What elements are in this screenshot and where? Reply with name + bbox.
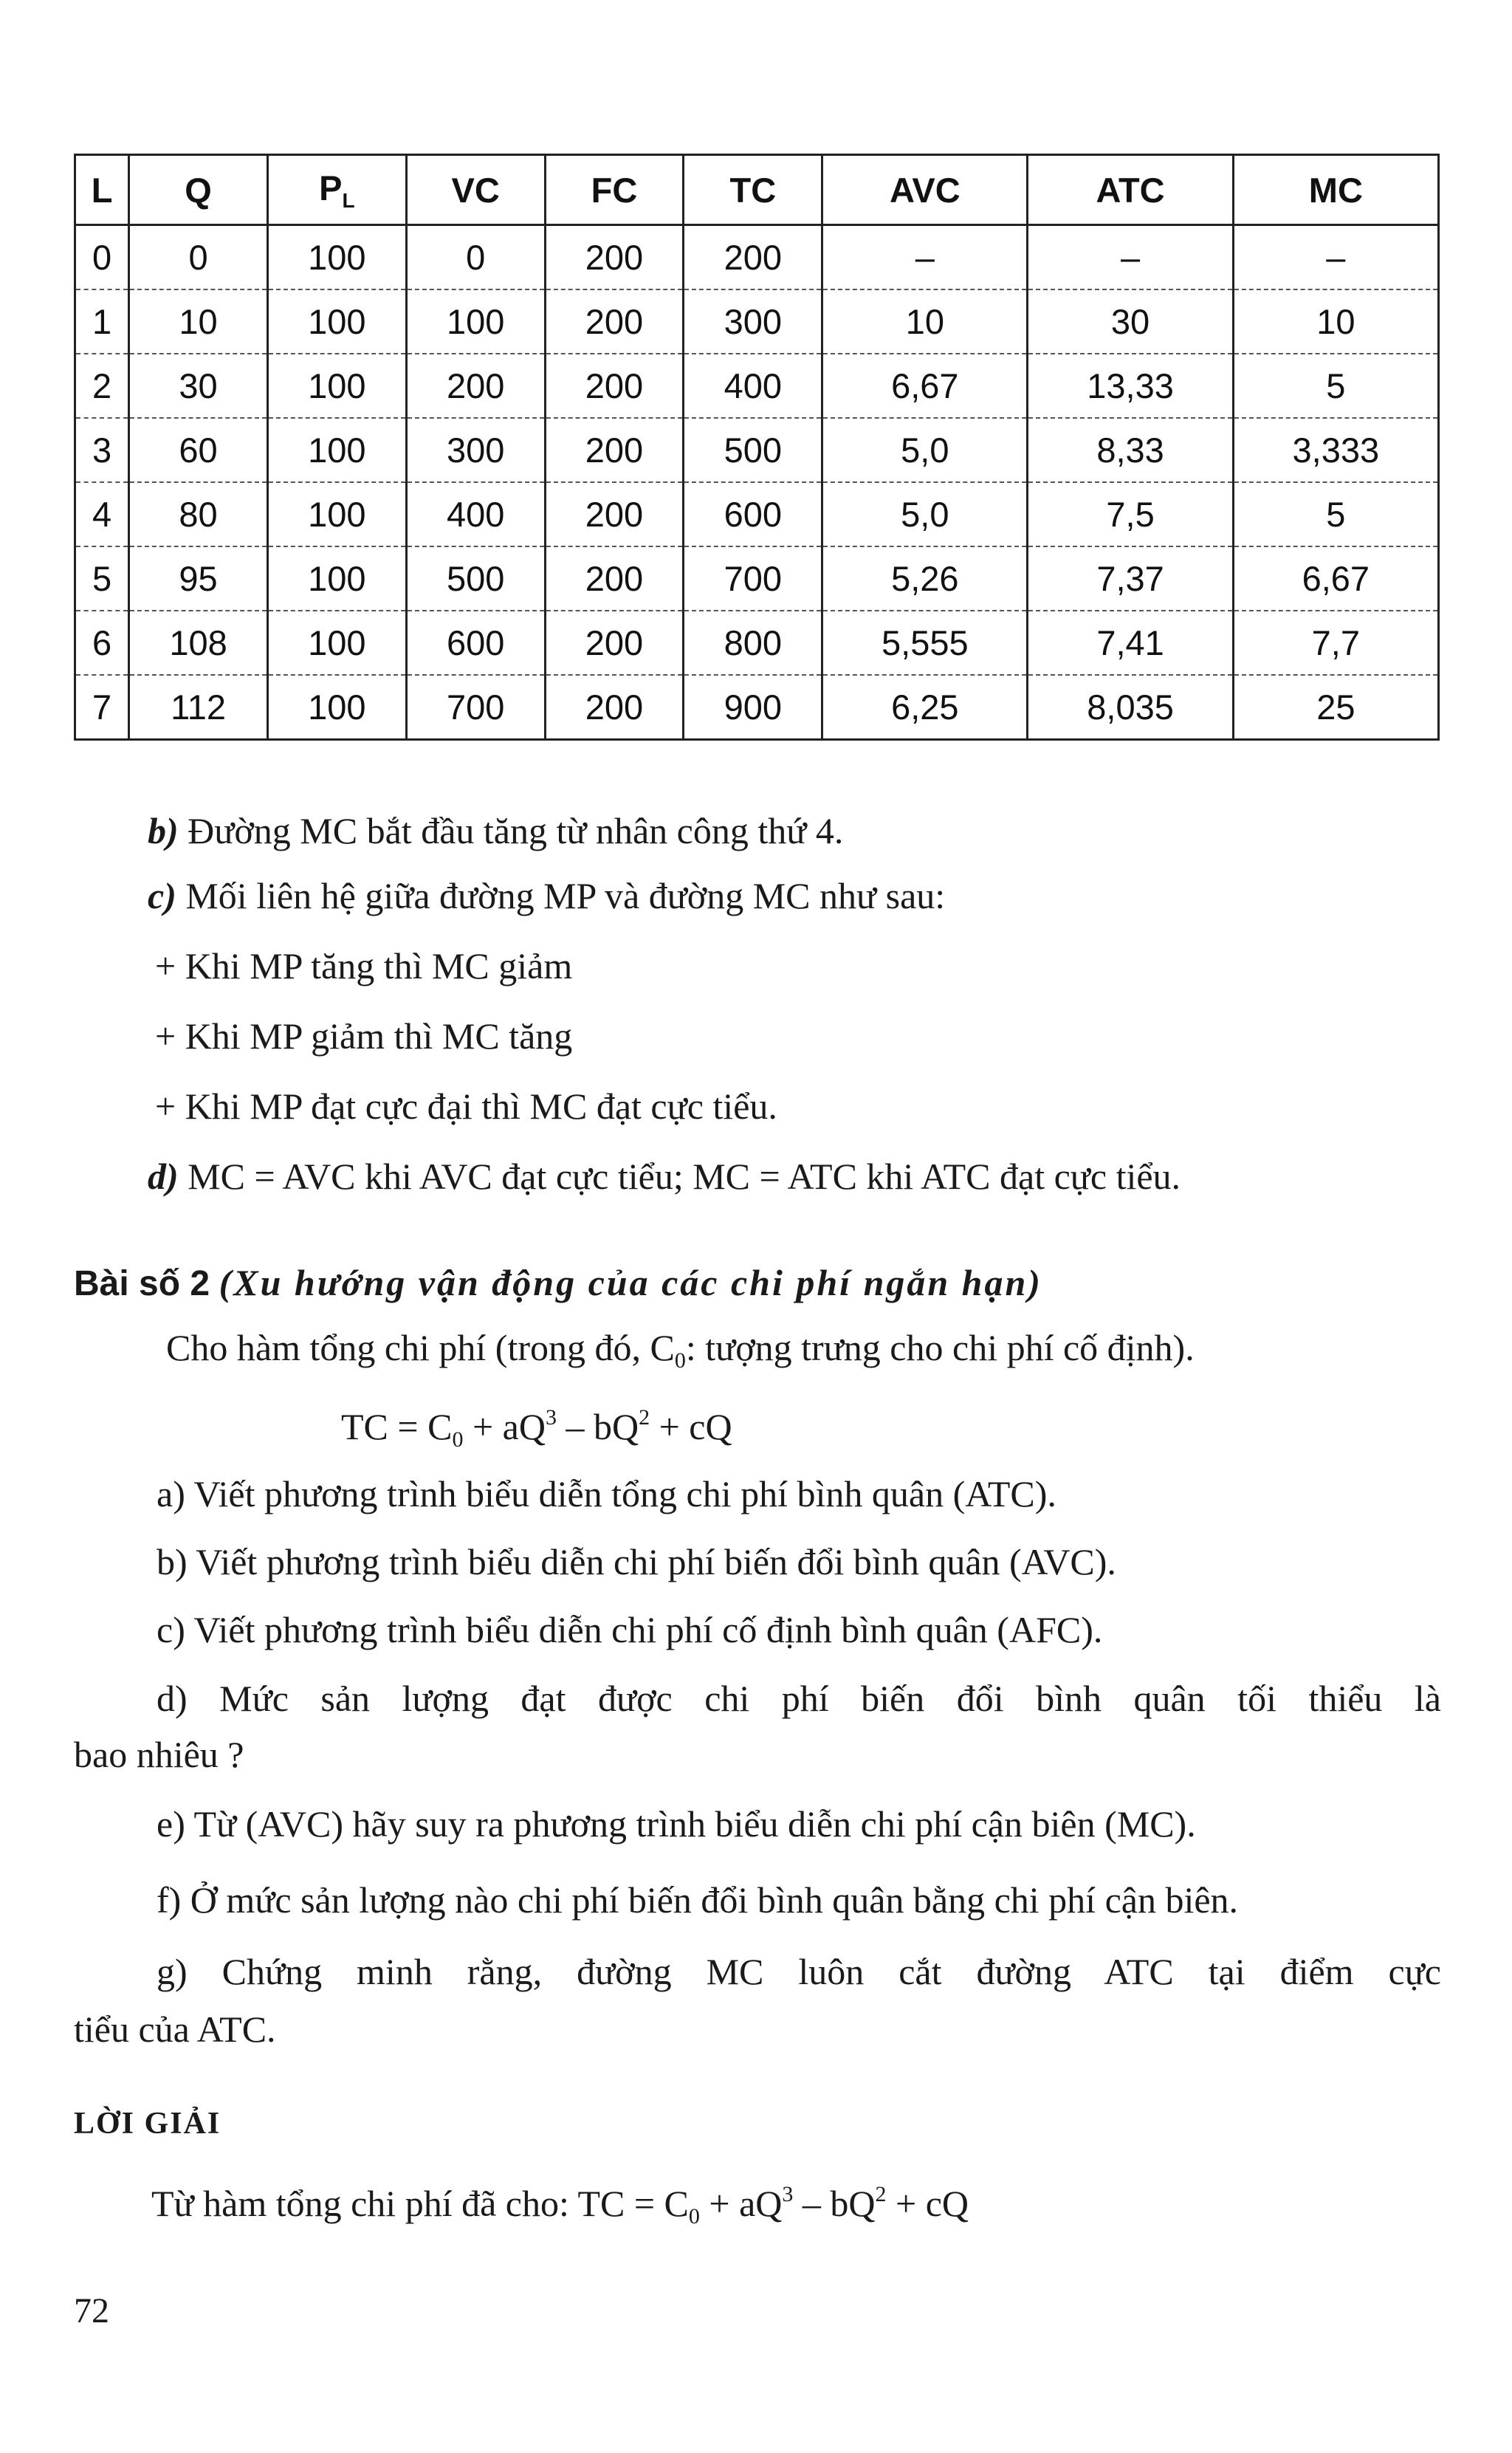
exercise-subtitle: (Xu hướng vận động của các chi phí ngắn hạn) <box>219 1262 1042 1303</box>
cell-fc: 200 <box>545 611 684 675</box>
answer-d-label: d) <box>148 1156 179 1197</box>
cell-mc: 6,67 <box>1233 546 1438 611</box>
cell-q: 60 <box>129 418 268 482</box>
answer-c-item-1: + Khi MP tăng thì MC giảm <box>155 945 573 987</box>
answer-c-text: Mối liên hệ giữa đường MP và đường MC như sau: <box>176 875 946 916</box>
cell-tc: 700 <box>684 546 822 611</box>
exercise-heading <box>74 1260 1042 1306</box>
cell-avc: 6,25 <box>822 675 1028 740</box>
cell-vc: 700 <box>406 675 545 740</box>
cell-l: 1 <box>75 289 129 354</box>
cell-tc: 900 <box>684 675 822 740</box>
cell-avc: 6,67 <box>822 354 1028 418</box>
cell-tc: 200 <box>684 225 822 290</box>
cell-avc: – <box>822 225 1028 290</box>
cell-q: 30 <box>129 354 268 418</box>
formula-sup-3: 3 <box>545 1405 557 1430</box>
solution-part-1: + aQ <box>699 2183 783 2224</box>
cell-fc: 200 <box>545 482 684 546</box>
header-fc: FC <box>545 155 684 225</box>
cell-tc: 600 <box>684 482 822 546</box>
cell-vc: 600 <box>406 611 545 675</box>
table-row <box>75 675 1439 740</box>
answer-c-label: c) <box>148 875 176 916</box>
cell-pl: 100 <box>267 289 406 354</box>
exercise-intro-after: : tượng trưng cho chi phí cố định). <box>685 1327 1195 1368</box>
header-p-text: P <box>319 168 343 207</box>
cell-atc: 8,33 <box>1028 418 1233 482</box>
question-d-line-1: d) Mức sản lượng đạt được chi phí biến đổi bình quân tối thiểu là <box>157 1678 1441 1719</box>
page-number: 72 <box>74 2291 109 2330</box>
cell-q: 108 <box>129 611 268 675</box>
answer-d-text: MC = AVC khi AVC đạt cực tiểu; MC = ATC khi ATC đạt cực tiểu. <box>178 1156 1181 1197</box>
table-row <box>75 482 1439 546</box>
cell-fc: 200 <box>545 418 684 482</box>
solution-line-before: Từ hàm tổng chi phí đã cho: TC = C <box>151 2183 689 2224</box>
cell-fc: 200 <box>545 289 684 354</box>
table-row <box>75 418 1439 482</box>
cell-avc: 5,26 <box>822 546 1028 611</box>
cell-pl: 100 <box>267 354 406 418</box>
cell-atc: 7,5 <box>1028 482 1233 546</box>
formula-part-c: + aQ <box>463 1406 546 1447</box>
cell-q: 112 <box>129 675 268 740</box>
table-body <box>75 225 1439 740</box>
cell-pl: 100 <box>267 675 406 740</box>
solution-part-3: + cQ <box>886 2183 969 2224</box>
cell-pl: 100 <box>267 482 406 546</box>
exercise-number: Bài số 2 <box>74 1264 210 1303</box>
cell-fc: 200 <box>545 546 684 611</box>
question-b: b) Viết phương trình biểu diễn chi phí biến đổi bình quân (AVC). <box>157 1541 1116 1582</box>
header-atc: ATC <box>1028 155 1233 225</box>
total-cost-formula <box>341 1396 732 1462</box>
cell-l: 7 <box>75 675 129 740</box>
cell-l: 5 <box>75 546 129 611</box>
formula-part-a: TC = C <box>341 1406 453 1447</box>
cell-avc: 5,0 <box>822 418 1028 482</box>
cell-tc: 500 <box>684 418 822 482</box>
cell-atc: – <box>1028 225 1233 290</box>
cell-l: 6 <box>75 611 129 675</box>
answer-c <box>148 874 945 918</box>
cell-mc: 3,333 <box>1233 418 1438 482</box>
header-pl <box>267 155 406 225</box>
formula-part-e: – bQ <box>556 1406 639 1447</box>
question-g-line-2: tiểu của ATC. <box>74 2008 276 2050</box>
cell-pl: 100 <box>267 418 406 482</box>
question-c: c) Viết phương trình biểu diễn chi phí cố định bình quân (AFC). <box>157 1609 1103 1650</box>
cell-l: 0 <box>75 225 129 290</box>
answer-c-item-2: + Khi MP giảm thì MC tăng <box>155 1015 573 1057</box>
cell-atc: 7,37 <box>1028 546 1233 611</box>
cell-vc: 300 <box>406 418 545 482</box>
cell-atc: 7,41 <box>1028 611 1233 675</box>
answer-b <box>148 809 843 853</box>
cell-avc: 10 <box>822 289 1028 354</box>
cell-avc: 5,555 <box>822 611 1028 675</box>
answer-d <box>148 1154 1181 1198</box>
cell-pl: 100 <box>267 611 406 675</box>
cell-vc: 200 <box>406 354 545 418</box>
table-header-row <box>75 155 1439 225</box>
cell-fc: 200 <box>545 354 684 418</box>
header-l: L <box>75 155 129 225</box>
formula-sub-0: 0 <box>452 1427 464 1452</box>
table-row <box>75 225 1439 290</box>
cell-pl: 100 <box>267 225 406 290</box>
solution-sup-2: 2 <box>875 2182 887 2206</box>
table-row <box>75 354 1439 418</box>
cell-q: 10 <box>129 289 268 354</box>
cell-atc: 13,33 <box>1028 354 1233 418</box>
table-row <box>75 611 1439 675</box>
table-row <box>75 546 1439 611</box>
cell-q: 80 <box>129 482 268 546</box>
header-mc: MC <box>1233 155 1438 225</box>
question-d-line-2: bao nhiêu ? <box>74 1734 244 1775</box>
cell-l: 4 <box>75 482 129 546</box>
cell-tc: 400 <box>684 354 822 418</box>
header-tc: TC <box>684 155 822 225</box>
cell-l: 3 <box>75 418 129 482</box>
cell-fc: 200 <box>545 675 684 740</box>
solution-sub-0: 0 <box>688 2204 700 2229</box>
table-row <box>75 289 1439 354</box>
cell-mc: 5 <box>1233 354 1438 418</box>
cost-table <box>74 154 1440 741</box>
cell-vc: 100 <box>406 289 545 354</box>
cell-mc: 10 <box>1233 289 1438 354</box>
cell-mc: 7,7 <box>1233 611 1438 675</box>
cell-avc: 5,0 <box>822 482 1028 546</box>
cell-q: 95 <box>129 546 268 611</box>
answer-b-label: b) <box>148 810 179 851</box>
cell-tc: 800 <box>684 611 822 675</box>
cell-tc: 300 <box>684 289 822 354</box>
cell-fc: 200 <box>545 225 684 290</box>
cell-vc: 0 <box>406 225 545 290</box>
header-q: Q <box>129 155 268 225</box>
cell-vc: 500 <box>406 546 545 611</box>
question-e: e) Từ (AVC) hãy suy ra phương trình biểu diễn chi phí cận biên (MC). <box>157 1803 1196 1845</box>
cell-atc: 8,035 <box>1028 675 1233 740</box>
question-g-line-1: g) Chứng minh rằng, đường MC luôn cắt đường ATC tại điểm cực <box>157 1951 1441 1992</box>
cell-mc: – <box>1233 225 1438 290</box>
exercise-intro <box>166 1325 1195 1383</box>
question-a: a) Viết phương trình biểu diễn tổng chi phí bình quân (ATC). <box>157 1473 1056 1514</box>
cell-atc: 30 <box>1028 289 1233 354</box>
solution-line <box>151 2172 969 2239</box>
header-avc: AVC <box>822 155 1028 225</box>
header-vc: VC <box>406 155 545 225</box>
formula-sup-2: 2 <box>639 1405 650 1430</box>
solution-title: LỜI GIẢI <box>74 2107 221 2141</box>
cell-l: 2 <box>75 354 129 418</box>
cell-vc: 400 <box>406 482 545 546</box>
answer-c-item-3: + Khi MP đạt cực đại thì MC đạt cực tiểu. <box>155 1085 777 1127</box>
formula-part-g: + cQ <box>650 1406 732 1447</box>
solution-part-2: – bQ <box>793 2183 876 2224</box>
exercise-intro-subscript: 0 <box>674 1348 686 1373</box>
cell-mc: 25 <box>1233 675 1438 740</box>
cell-pl: 100 <box>267 546 406 611</box>
cell-mc: 5 <box>1233 482 1438 546</box>
header-p-subscript: L <box>342 188 355 212</box>
exercise-intro-before: Cho hàm tổng chi phí (trong đó, C <box>166 1327 675 1368</box>
cell-q: 0 <box>129 225 268 290</box>
answer-b-text: Đường MC bắt đầu tăng từ nhân công thứ 4. <box>178 810 844 851</box>
question-f: f) Ở mức sản lượng nào chi phí biến đổi bình quân bằng chi phí cận biên. <box>157 1879 1239 1921</box>
solution-sup-3: 3 <box>782 2182 794 2206</box>
